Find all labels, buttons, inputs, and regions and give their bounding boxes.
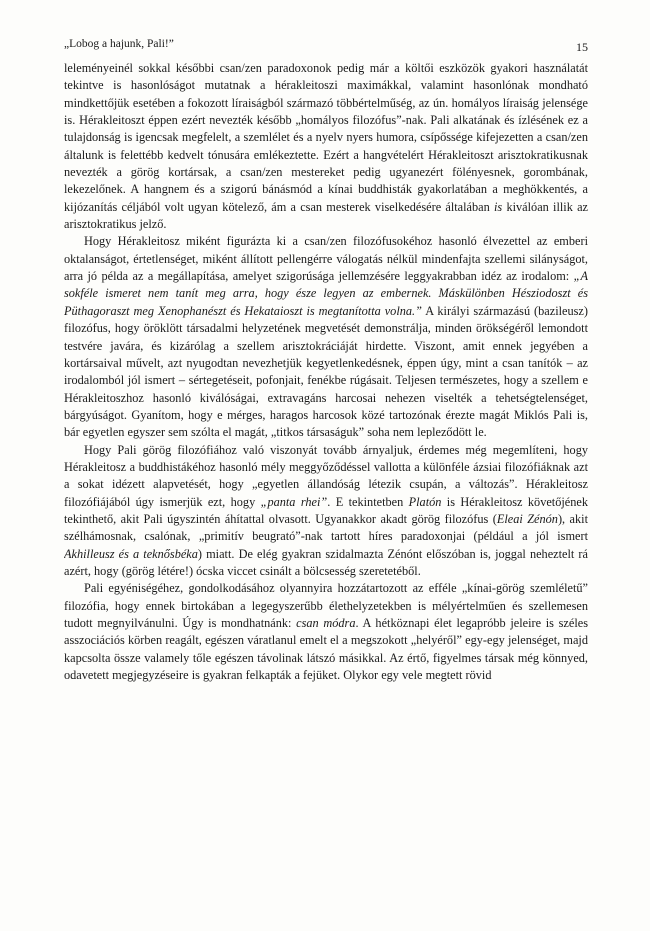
book-page (64, 38, 588, 898)
text-run: . A hétköznapi élet legapróbb jeleire is széles asszociációs körben reagált, egészen váratlanul emelt el a megszokott „helyéről” egy-egy jelenséget, majd kapcsolta össze valamely tőle egészen távolinak látszó másikkal. Az értő, figyelmes társak még könnyed, odavetett megjegyzéseire is gyakran felkapták a fejüket. Olykor egy vele megtett rövid (64, 616, 588, 683)
paragraph (64, 233, 588, 441)
italic-text: Eleai Zénón (496, 511, 558, 526)
page-number: 15 (576, 40, 588, 54)
italic-text: „panta rhei” (260, 494, 328, 509)
paragraph (64, 442, 588, 581)
text-run: ), akit szélhámosnak, csalónak, „primitív beugrató”-nak tartott híres paradoxonjai (például a jól ismert (64, 511, 588, 544)
page-header (64, 38, 588, 60)
text-run: Hogy Hérakleitosz miként figurázta ki a csan/zen filozófusokéhoz hasonló élvezettel az emberi oktalanságot, értetlenséget, miként állított pellengérre válogatás nélkül mindenfajta szellemi silányságot, arra jó példa az a megállapítása, amelyet szigorúsága jellemzésére leggyakrabban idéz az irodalom: (64, 234, 588, 284)
paragraph (64, 580, 588, 684)
body-text (64, 60, 588, 684)
italic-text: „A sokféle ismeret nem tanít meg arra, hogy észe legyen az embernek. Máskülönben Hésziodoszt és Püthagoraszt meg Xenophanészt és Hekataioszt is megtanította volna.” (64, 269, 588, 318)
text-run: A királyi származású (bazileusz) filozófus, hogy öröklött társadalmi helyzetének megvetését demonstrálja, minden örökségéről lemondott testvére javára, és kizárólag a szellem arisztokráciáját hirdette. Viszont, amit ennek jegyében a kortársaival művelt, azt nyugodtan nevezhetjük kegyetlenkedésnek, éppen úgy, mint a csan tanítók – az irodalomból jól ismert – sértegetéseit, pofonjait, fenékbe rúgásait. Teljesen természetes, hogy a szellem e Hérakleitoszhoz hasonló kiválóságai, extravagáns harcosai nehezen viselték a tehetségtelenséget, bárgyúságot. Gyanítom, hogy e mérges, haragos harcosok közé tartozónak érezte magát Miklós Pali is, bár egyetlen egyszer sem szólta el magát, „titkos társaságuk” soha nem lepleződött le. (64, 303, 588, 440)
running-title: „Lobog a hajunk, Pali!” (64, 38, 174, 50)
text-run: ) miatt. De elég gyakran szidalmazta Zénónt előszóban is, joggal neheztelt rá azért, hogy (görög létére!) ócska viccet csinált a bölcsesség szeretetéből. (64, 546, 588, 578)
paragraph (64, 60, 588, 233)
text-run: kiválóan illik az arisztokratikus jelző. (64, 199, 588, 232)
text-run: leleményeinél sokkal későbbi csan/zen paradoxonok pedig már a költői eszközök gyakori használatát tekintve is hasonlóságot mutatnak a hérakleitoszi maximákkal, valamint hasonlónak mondható mindkettőjük esetében a fokozott líraiságból származó többértelműség, az ún. homályos líraiság jelensége is. Hérakleitoszt éppen ezért nevezték később „homályos filozófus”-nak. Pali alkatának és ízlésének ez a tulajdonság is igencsak megfelelt, a szemlélet és a nyelv nyers humora, csípőssége kifejezetten a csan/zen általunk is felettébb kedvelt tónusára emlékeztette. Ezért a hangvételért Hérakleitoszt arisztokratikusnak nevezték a görög kortársak, a csan/zen mestereket pedig ugyanezért fölényesnek, gorombának, lekezelőnek. A hangnem és a szigorú bánásmód a kínai buddhisták gyakorlatában a meghökkentés, a kijózanítás céljából volt ugyan kötelező, ám a csan mesterek viselkedésére általában (64, 61, 588, 214)
text-run: . E tekintetben (327, 494, 409, 509)
text-run: Hogy Pali görög filozófiához való viszonyát tovább árnyaljuk, érdemes még megemlíteni, hogy Hérakleitosz a buddhistákéhoz hasonló mély meggyőződéssel vallotta a különféle ázsiai filozófiáknak azt a sokat idézett alapvetését, hogy „egyetlen állandóság létezik csupán, a változás”. Hérakleitosz filozófiájából úgy ismerjük ezt, hogy (64, 442, 588, 509)
italic-text: Akhilleusz és a teknősbéka (64, 546, 198, 561)
italic-text: Platón (408, 494, 442, 509)
text-run: Pali egyéniségéhez, gondolkodásához olyannyira hozzátartozott az efféle „kínai-görög szemléletű” filozófia, hogy ennek birtokában a legegyszerűbb élethelyzetekben is mélyértelműen és szellemesen tudott megnyilvánulni. Úgy is mondhatnánk: (64, 581, 588, 630)
italic-text: csan módra (296, 616, 356, 630)
italic-text: is (494, 199, 503, 214)
text-run: is Hérakleitosz követőjének tekinthető, akit Pali úgyszintén áhítattal olvasott. Ugyanakkor akadt görög filozófus ( (64, 494, 588, 526)
